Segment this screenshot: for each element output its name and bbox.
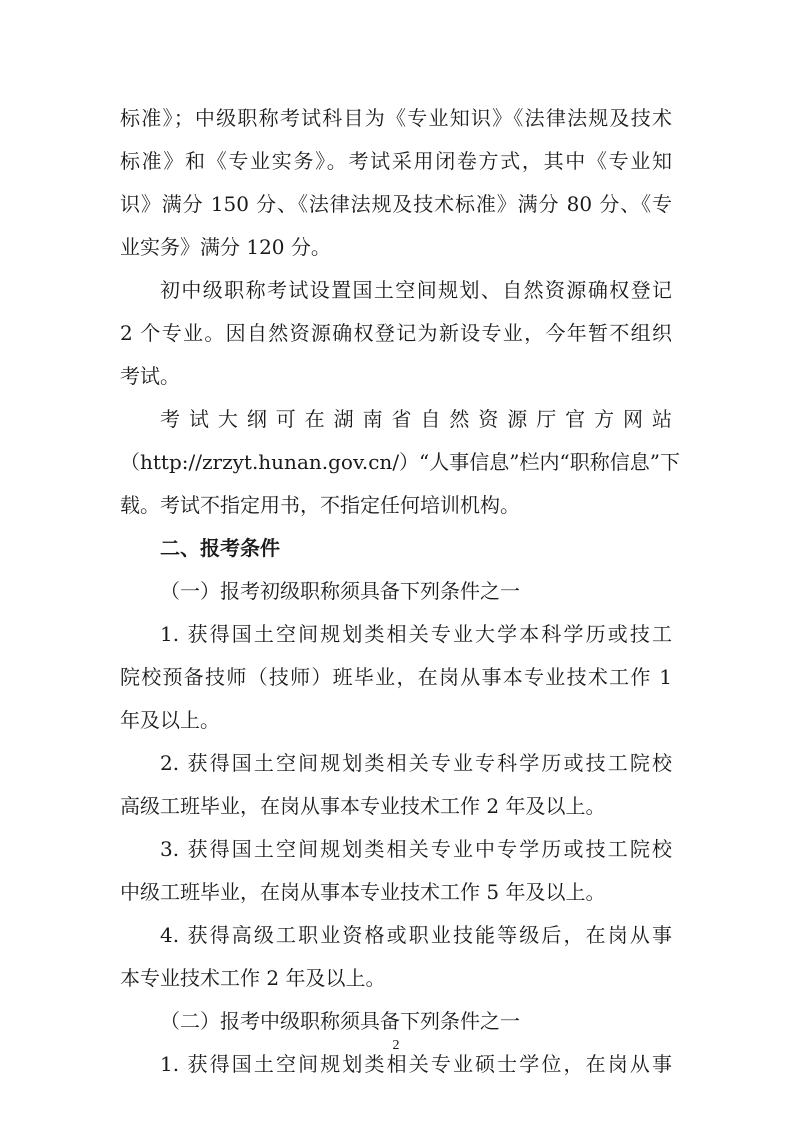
subsection-heading: （二）报考中级职称须具备下列条件之一 (160, 1009, 520, 1033)
list-item: 4. 获得高级工职业资格或职业技能等级后，在岗从事 (160, 923, 672, 947)
list-item: 2. 获得国土空间规划类相关专业专科学历或技工院校 (160, 751, 672, 775)
text-line: 标准》；中级职称考试科目为《专业知识》《法律法规及技术 (120, 106, 672, 130)
subsection-heading: （一）报考初级职称须具备下列条件之一 (160, 579, 520, 603)
text-line: 载。考试不指定用书，不指定任何培训机构。 (120, 493, 520, 517)
text-line: 本专业技术工作 2 年及以上。 (120, 966, 386, 990)
list-item: 1. 获得国土空间规划类相关专业硕士学位，在岗从事 (160, 1052, 672, 1076)
page-number: 2 (392, 1038, 400, 1053)
text-line: 院校预备技师（技师）班毕业，在岗从事本专业技术工作 1 (120, 665, 672, 689)
text-line: 高级工班毕业，在岗从事本专业技术工作 2 年及以上。 (120, 794, 606, 818)
text-line: 识》满分 150 分、《法律法规及技术标准》满分 80 分、《专 (120, 192, 672, 216)
text-line: 年及以上。 (120, 708, 220, 732)
text-line: 考试大纲可在湖南省自然资源厅官方网站 (160, 407, 672, 431)
text-line: 初中级职称考试设置国土空间规划、自然资源确权登记 (160, 278, 672, 302)
text-line: （http://zrzyt.hunan.gov.cn/）“人事信息”栏内“职称信息”下 (120, 450, 680, 474)
list-item: 3. 获得国土空间规划类相关专业中专学历或技工院校 (160, 837, 672, 861)
text-line: 标准》和《专业实务》。考试采用闭卷方式，其中《专业知 (120, 149, 672, 173)
list-item: 1. 获得国土空间规划类相关专业大学本科学历或技工 (160, 622, 672, 646)
text-line: 中级工班毕业，在岗从事本专业技术工作 5 年及以上。 (120, 880, 606, 904)
text-line: 2 个专业。因自然资源确权登记为新设专业，今年暂不组织 (120, 321, 672, 345)
text-line: 考试。 (120, 364, 180, 388)
text-line: 业实务》满分 120 分。 (120, 235, 331, 259)
section-heading: 二、报考条件 (160, 536, 280, 560)
